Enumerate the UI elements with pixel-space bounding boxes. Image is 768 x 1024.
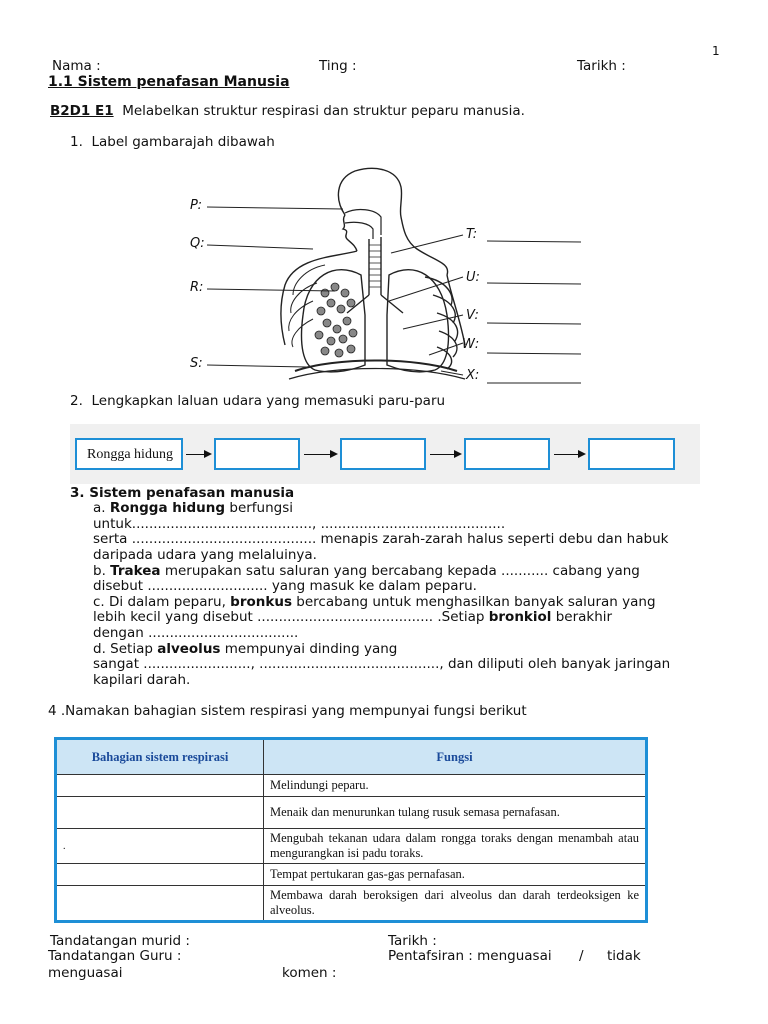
- table-row: [56, 829, 647, 864]
- respiratory-diagram: [185, 165, 585, 390]
- q3-b-prefix: b.: [93, 563, 111, 579]
- nama-label: Nama :: [52, 58, 101, 74]
- q3-c-line2b: berakhir: [551, 609, 613, 625]
- table-row: [56, 775, 647, 797]
- q3-d-rest: mempunyai dinding yang: [220, 641, 398, 657]
- flow-arrow-3: [430, 454, 460, 455]
- q3-d-prefix: d. Setiap: [93, 641, 158, 657]
- table-header-row: [56, 739, 647, 775]
- bahagian-cell[interactable]: [56, 797, 264, 829]
- flow-box-3[interactable]: [340, 438, 426, 470]
- label-t: T:: [466, 227, 478, 242]
- q3-a-prefix: a.: [93, 500, 110, 516]
- q1-number: 1.: [70, 134, 83, 150]
- q3-c-line2a: lebih kecil yang disebut ......................................... .Setiap: [93, 609, 489, 625]
- ting-label: Ting :: [319, 58, 357, 74]
- q3-d-bold: alveolus: [157, 641, 221, 657]
- fungsi-cell: Melindungi peparu.: [264, 775, 647, 797]
- q3-c-bold: bronkus: [230, 594, 292, 610]
- label-r: R:: [190, 280, 204, 295]
- q3-b-line1: [93, 563, 640, 579]
- q3-d-line3: kapilari darah.: [93, 672, 191, 688]
- label-x: X:: [466, 368, 480, 383]
- fungsi-cell: Membawa darah beroksigen dari alveolus dan darah terdeoksigen ke alveolus.: [264, 886, 647, 922]
- q3-d-line1: [93, 641, 397, 657]
- header-fungsi: [264, 739, 647, 775]
- flow-box-rongga-hidung: [75, 438, 183, 470]
- flow-box-2[interactable]: [214, 438, 300, 470]
- objective-code: B2D1 E1: [50, 103, 114, 119]
- q3-a-line4: daripada udara yang melaluinya.: [93, 547, 317, 563]
- header-bahagian-text: Bahagian sistem respirasi: [91, 750, 229, 764]
- q3-a-bold: Rongga hidung: [109, 500, 226, 516]
- q2-text: Lengkapkan laluan udara yang memasuki paru-paru: [91, 393, 446, 409]
- flow-arrow-4: [554, 454, 584, 455]
- q3-c-prefix: c. Di dalam peparu,: [93, 594, 231, 610]
- q3-c-line3: dengan ...................................: [93, 625, 299, 641]
- q2-number: 2.: [70, 393, 83, 409]
- respiration-table: [54, 737, 648, 923]
- flow-first-label: Rongga hidung: [87, 447, 173, 462]
- bahagian-cell[interactable]: [56, 886, 264, 922]
- fungsi-cell: Menaik dan menurunkan tulang rusuk semasa pernafasan.: [264, 797, 647, 829]
- footer-guru: Tandatangan Guru :: [48, 948, 182, 964]
- footer-komen: komen :: [282, 965, 337, 981]
- objective: [50, 103, 525, 119]
- q3-b-bold: Trakea: [110, 563, 161, 579]
- question-1: [70, 134, 275, 150]
- header-fungsi-text: Fungsi: [436, 750, 473, 764]
- bahagian-cell[interactable]: .: [56, 829, 264, 864]
- q1-text: Label gambarajah dibawah: [91, 134, 275, 150]
- question-2: [70, 393, 445, 409]
- footer-pentafsiran: Pentafsiran : menguasai: [388, 948, 552, 964]
- fungsi-cell: Mengubah tekanan udara dalam rongga toraks dengan menambah atau mengurangkan isi padu toraks.: [264, 829, 647, 864]
- table-row: [56, 864, 647, 886]
- flow-arrow-2: [304, 454, 336, 455]
- label-w: W:: [462, 337, 480, 352]
- q3-b-line2: disebut ............................ yang masuk ke dalam peparu.: [93, 578, 477, 594]
- flow-box-5[interactable]: [588, 438, 675, 470]
- q3-b-rest: merupakan satu saluran yang bercabang kepada ........... cabang yang: [160, 563, 640, 579]
- q3-a-rest: berfungsi: [225, 500, 294, 516]
- bahagian-cell[interactable]: [56, 864, 264, 886]
- bahagian-cell[interactable]: [56, 775, 264, 797]
- tarikh-label: Tarikh :: [577, 58, 626, 74]
- label-u: U:: [466, 270, 480, 285]
- q3-c-line1: [93, 594, 656, 610]
- fungsi-cell: Tempat pertukaran gas-gas pernafasan.: [264, 864, 647, 886]
- q3-c-line2: [93, 609, 612, 625]
- table-row: [56, 886, 647, 922]
- q3-heading: 3. Sistem penafasan manusia: [70, 485, 295, 501]
- label-v: V:: [466, 308, 479, 323]
- footer-tidak: tidak: [607, 948, 641, 964]
- page-number: 1: [712, 44, 720, 58]
- label-s: S:: [190, 356, 203, 371]
- flow-box-4[interactable]: [464, 438, 550, 470]
- q3-d-line2: sangat ........................., .........................................., dan diliputi oleh banyak jaringan: [93, 656, 671, 672]
- label-q: Q:: [190, 236, 205, 251]
- section-title: 1.1 Sistem penafasan Manusia: [48, 74, 290, 90]
- question-4: 4 .Namakan bahagian sistem respirasi yang mempunyai fungsi berikut: [48, 703, 527, 719]
- q3-c-rest: bercabang untuk menghasilkan banyak saluran yang: [292, 594, 656, 610]
- footer-murid: Tandatangan murid :: [50, 933, 190, 949]
- header-bahagian: [56, 739, 264, 775]
- objective-text: Melabelkan struktur respirasi dan struktur peparu manusia.: [122, 103, 525, 119]
- q3-a-line2: untuk.........................................., ...........................................: [93, 516, 506, 532]
- footer-tarikh: Tarikh :: [388, 933, 437, 949]
- label-p: P:: [190, 198, 202, 213]
- footer-slash: /: [579, 948, 584, 964]
- q3-a-line1: [93, 500, 293, 516]
- q3-a-line3: serta ........................................... menapis zarah-zarah halus seperti debu dan habuk: [93, 531, 669, 547]
- flow-arrow-1: [186, 454, 210, 455]
- footer-menguasai: menguasai: [48, 965, 123, 981]
- table-row: [56, 797, 647, 829]
- q3-c-line2-bold: bronkiol: [488, 609, 552, 625]
